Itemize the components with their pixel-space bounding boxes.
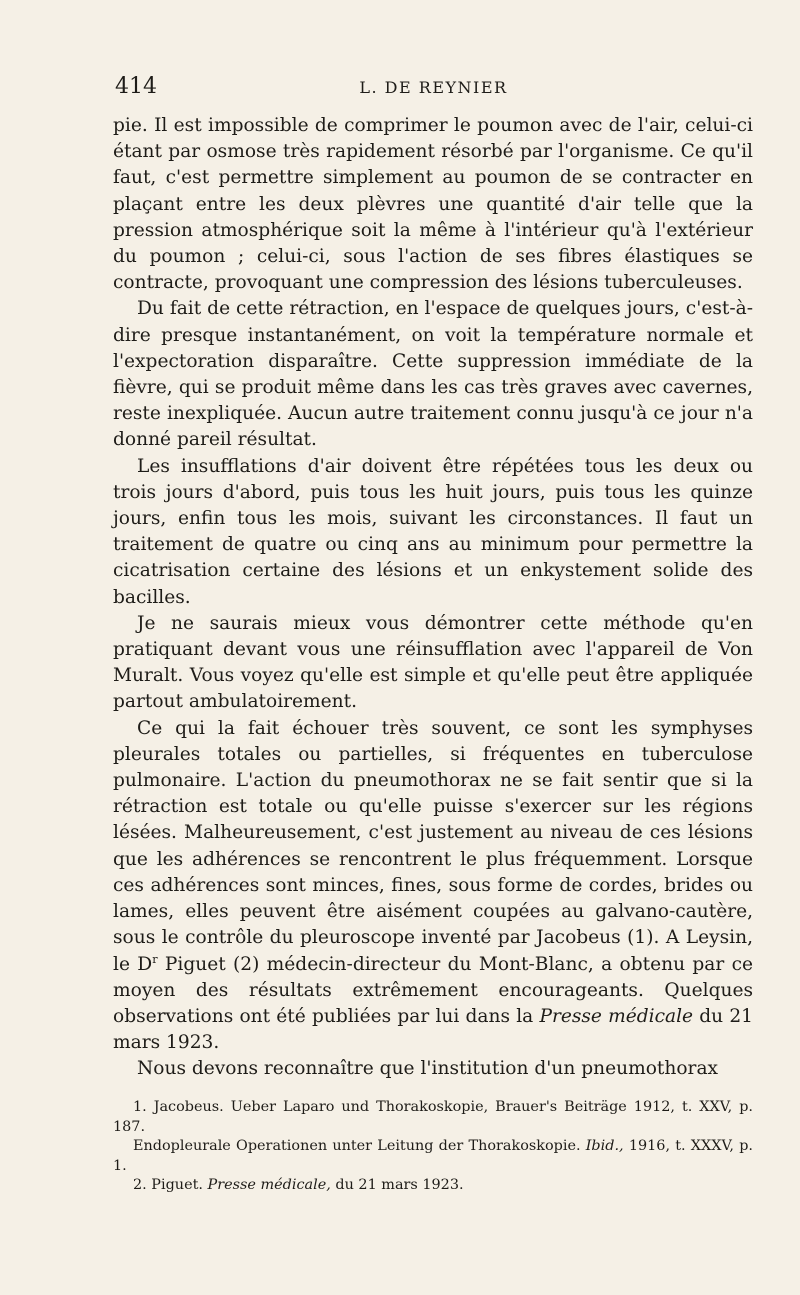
- paragraph-insufflations: Les insufflations d'air doivent être répétées tous les deux ou trois jours d'abord, puis tous les huit jours, puis tous les quinze jours, enfin tous les mois, suivant les circonstances. Il faut un traitement de quatre ou cinq ans au minimum pour permettre la cicatrisation certaine des lésions et un enkystement solide des bacilles.: [113, 455, 753, 608]
- footnote-1: 1. Jacobeus. Ueber Laparo und Thorakoskopie, Brauer's Beiträge 1912, t. XXV, p. 187.: [113, 1099, 753, 1135]
- footnote-2: [113, 1176, 753, 1196]
- paragraph-retraction: Du fait de cette rétraction, en l'espace de quelques jours, c'est-à-dire presque instantanément, on voit la température normale et l'expectoration disparaître. Cette suppression immédiate de la fièvre, qui se produit même dans les cas très graves avec cavernes, reste inexpliquée. Aucun autre traitement connu jusqu'à ce jour n'a donné pareil résultat.: [113, 298, 753, 451]
- paragraph-symphyses-text-a: Ce qui la fait échouer très souvent, ce sont les symphyses pleurales totales ou partielles, si fréquentes en tuberculose pulmonaire. L'action du pneumothorax ne se fait sentir que si la rétraction est totale ou qu'elle puisse s'exercer sur les régions lésées. Malheureusement, c'est justement au niveau de ces lésions que les adhérences se rencontrent le plus fréquemment. Lorsque ces adhérences sont minces, fines, sous forme de cordes, brides ou lames, elles peuvent être aisément coupées au galvano-cautère, sous le contrôle du pleuroscope inventé par Jacobeus (1). A Leysin, le D: [113, 717, 753, 975]
- footnote-1-continued: [113, 1137, 753, 1176]
- paragraph-symphyses-text-c: du 21 mars 1923.: [113, 1005, 753, 1054]
- body-text: [113, 113, 753, 1083]
- paragraph-pneumothorax: Nous devons reconnaître que l'institution d'un pneumothorax: [137, 1058, 719, 1080]
- footnote-1-continued-rest: 1916, t. XXXV, p. 1.: [113, 1138, 753, 1174]
- footnote-2-text: 2. Piguet.: [133, 1177, 208, 1193]
- page-number: 414: [115, 74, 157, 99]
- page-header: [115, 74, 752, 106]
- footnotes: [113, 1098, 753, 1196]
- footnote-2-journal: Presse médicale,: [207, 1177, 331, 1193]
- paragraph-symphyses-text-b: Piguet (2) médecin-directeur du Mont-Blanc, a obtenu par ce moyen des résultats extrêmement encourageants. Quelques observations ont été publiées par lui dans la: [113, 953, 753, 1027]
- paragraph-continuation: pie. Il est impossible de comprimer le poumon avec de l'air, celui-ci étant par osmose très rapidement résorbé par l'organisme. Ce qu'il faut, c'est permettre simplement au poumon de se contracter en plaçant entre les deux plèvres une quantité d'air telle que la pression atmosphérique soit la même à l'intérieur qu'à l'extérieur du poumon ; celui-ci, sous l'action de ses fibres élastiques se contracte, provoquant une compression des lésions tuberculeuses.: [113, 115, 753, 294]
- paragraph-demonstration: Je ne saurais mieux vous démontrer cette méthode qu'en pratiquant devant vous une réinsufflation avec l'appareil de Von Muralt. Vous voyez qu'elle est simple et qu'elle peut être appliquée partout ambulatoirement.: [113, 612, 753, 713]
- footnote-1-ibid: Ibid.,: [585, 1138, 624, 1154]
- journal-title: Presse médicale: [539, 1005, 694, 1027]
- footnote-2-rest: du 21 mars 1923.: [330, 1177, 464, 1193]
- running-head: L. DE REYNIER: [359, 78, 508, 97]
- doctor-abbrev-superscript: r: [152, 952, 158, 966]
- footnote-1-continued-text: Endopleurale Operationen unter Leitung der Thorakoskopie.: [133, 1138, 586, 1154]
- paragraph-symphyses: [113, 716, 753, 1057]
